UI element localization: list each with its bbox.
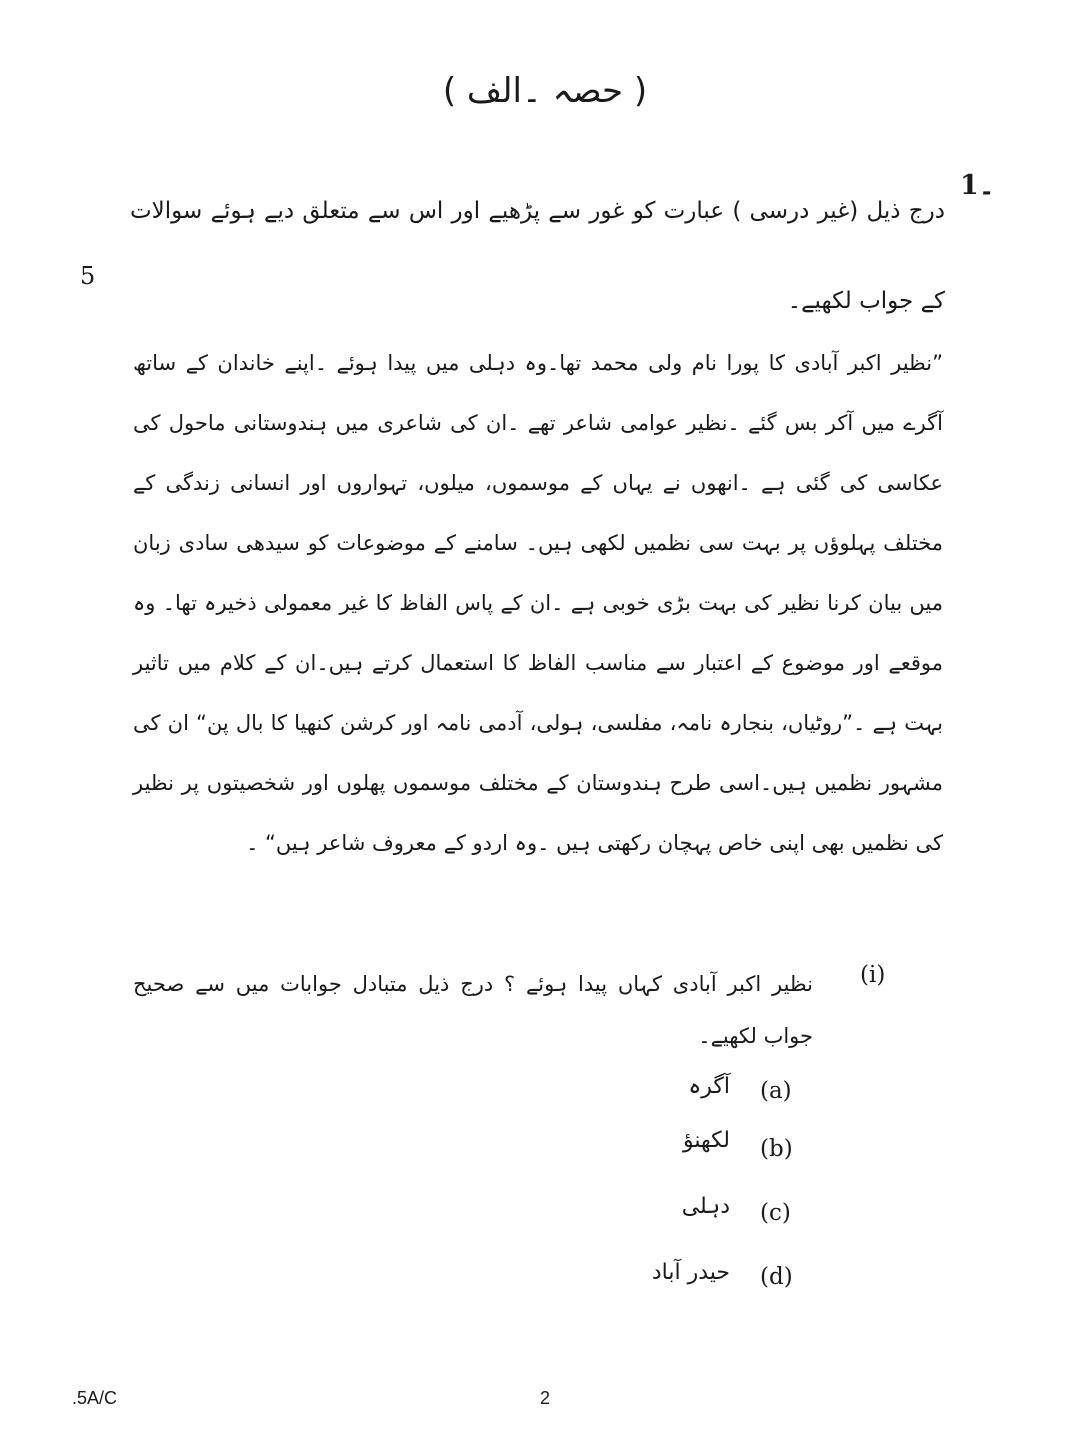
option-d-letter: (d) [760,1264,793,1290]
option-a-text: آگرہ [688,1074,730,1099]
section-title: ( حصہ ۔الف ) [442,71,648,111]
option-b-letter: (b) [760,1136,793,1162]
question-instruction: درج ذیل (غیر درسی ) عبارت کو غور سے پڑھیے اور اس سے متعلق دیے ہوئے سوالات کے جواب لکھیے۔ [130,198,945,314]
paper-code: .5A/C [72,1388,118,1408]
option-a-letter: (a) [760,1078,792,1104]
option-d-text: حیدر آباد [651,1260,730,1285]
question-marks: 5 [80,262,96,290]
option-b-text: لکھنؤ [683,1128,730,1153]
sub-question-text: نظیر اکبر آبادی کہاں پیدا ہوئے ؟ درج ذیل متبادل جوابات میں سے صحیح جواب لکھیے۔ [133,972,813,1048]
page-number: 2 [539,1388,550,1408]
reading-passage: ”نظیر اکبر آبادی کا پورا نام ولی محمد تھا۔وہ دہلی میں پیدا ہوئے ۔اپنے خاندان کے ساتھ آگرے میں آکر بس گئے ۔نظیر عوامی شاعر تھے ۔ان کی شاعری میں ہندوستانی ماحول کی عکاسی کی گئی ہے ۔انھوں نے یہاں کے موسموں، میلوں، تہواروں اور انسانی زندگی کے مختلف پہلوؤں پر بہت سی نظمیں لکھی ہیں۔ سامنے کے موضوعات کو سیدھی سادی زبان میں بیان کرنا نظیر کی بہت بڑی خوبی ہے ۔ان کے پاس الفاظ کا غیر معمولی ذخیرہ تھا۔ وہ موقعے اور موضوع کے اعتبار سے مناسب الفاظ کا استعمال کرتے ہیں۔ان کے کلام میں تاثیر بہت ہے ۔”روٹیاں، بنجارہ نامہ، مفلسی، ہولی، آدمی نامہ اور کرشن کنھیا کا بال پن“ ان کی مشہور نظمیں ہیں۔اسی طرح ہندوستان کے مختلف موسموں پھلوں اور شخصیتوں پر نظیر کی نظمیں بھی اپنی خاص پہچان رکھتی ہیں ۔وہ اردو کے معروف شاعر ہیں“ ۔ [133,351,943,855]
option-c-text: دہلی [681,1194,730,1219]
question-number: 1۔ [960,170,995,201]
sub-question-number: (i) [860,962,886,988]
option-c-letter: (c) [760,1200,791,1226]
